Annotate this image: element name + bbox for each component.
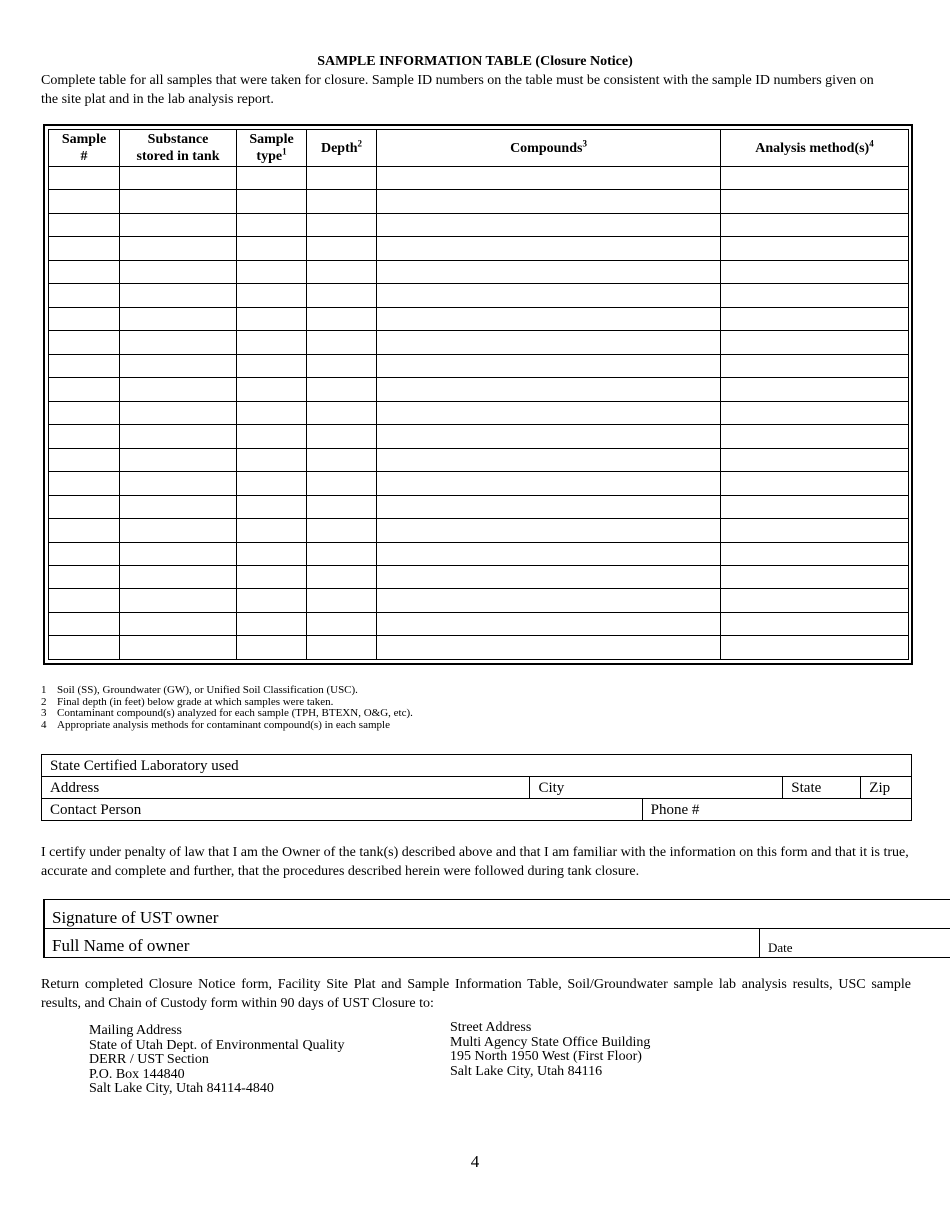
footnote-4: 4 Appropriate analysis methods for contaminant compound(s) in each sample <box>41 718 390 731</box>
table-cell[interactable] <box>721 612 909 635</box>
table-row <box>49 542 909 565</box>
table-cell[interactable] <box>120 260 237 283</box>
table-cell[interactable] <box>120 331 237 354</box>
table-cell[interactable] <box>237 542 307 565</box>
table-cell[interactable] <box>721 401 909 424</box>
laboratory-info-table <box>41 754 912 821</box>
footnote-3: 3 Contaminant compound(s) analyzed for each sample (TPH, BTEXN, O&G, etc). <box>41 707 413 719</box>
table-cell[interactable] <box>237 237 307 260</box>
table-cell[interactable] <box>307 190 377 213</box>
table-cell[interactable] <box>377 331 721 354</box>
table-cell[interactable] <box>49 401 120 424</box>
table-cell[interactable] <box>237 401 307 424</box>
table-cell[interactable] <box>377 260 721 283</box>
table-cell[interactable] <box>49 260 120 283</box>
table-cell[interactable] <box>377 284 721 307</box>
table-cell[interactable] <box>307 167 377 190</box>
table-row <box>49 167 909 190</box>
table-cell[interactable] <box>49 448 120 471</box>
table-cell[interactable] <box>49 213 120 236</box>
table-cell[interactable] <box>237 448 307 471</box>
table-cell[interactable] <box>49 307 120 330</box>
table-cell[interactable] <box>377 237 721 260</box>
table-cell[interactable] <box>49 237 120 260</box>
table-cell[interactable] <box>307 495 377 518</box>
table-row <box>49 307 909 330</box>
table-row <box>49 425 909 448</box>
signature-label: Signature of UST owner <box>52 908 219 927</box>
certification-statement: I certify under penalty of law that I am the Owner of the tank(s) described above and that I am familiar with the information on this form and that it is true, accurate and complete and further, that the procedures described herein were followed during tank closure. <box>41 845 909 879</box>
table-cell[interactable] <box>307 307 377 330</box>
table-cell[interactable] <box>120 448 237 471</box>
lab-zip-field[interactable]: Zip <box>861 777 912 799</box>
table-cell[interactable] <box>49 378 120 401</box>
table-cell[interactable] <box>237 589 307 612</box>
intro-text: Complete table for all samples that were taken for closure. Sample ID numbers on the table must be consistent with the sample ID numbers given on the site plat and in the lab analysis report. <box>41 73 874 107</box>
table-cell[interactable] <box>49 612 120 635</box>
table-row <box>49 260 909 283</box>
fullname-label: Full Name of owner <box>52 936 190 955</box>
table-cell[interactable] <box>721 565 909 588</box>
table-cell[interactable] <box>377 612 721 635</box>
table-cell[interactable] <box>377 307 721 330</box>
lab-phone-field[interactable]: Phone # <box>642 799 911 821</box>
lab-state-field[interactable]: State <box>783 777 861 799</box>
table-row <box>49 401 909 424</box>
table-cell[interactable] <box>237 213 307 236</box>
table-cell[interactable] <box>237 519 307 542</box>
table-cell[interactable] <box>377 495 721 518</box>
table-cell[interactable] <box>120 565 237 588</box>
table-cell[interactable] <box>49 589 120 612</box>
table-cell[interactable] <box>307 378 377 401</box>
table-cell[interactable] <box>49 495 120 518</box>
table-cell[interactable] <box>307 565 377 588</box>
table-cell[interactable] <box>237 167 307 190</box>
table-cell[interactable] <box>120 378 237 401</box>
column-header-substance: Substance stored in tank <box>120 130 237 167</box>
table-cell[interactable] <box>49 636 120 660</box>
table-row <box>49 448 909 471</box>
table-cell[interactable] <box>721 167 909 190</box>
column-header-sample-type: Sample type$^1$ <box>237 130 307 167</box>
table-cell[interactable] <box>377 401 721 424</box>
table-cell[interactable] <box>377 354 721 377</box>
table-cell[interactable] <box>307 331 377 354</box>
table-cell[interactable] <box>721 213 909 236</box>
table-row <box>49 472 909 495</box>
table-row <box>49 190 909 213</box>
table-cell[interactable] <box>49 284 120 307</box>
page-title: SAMPLE INFORMATION TABLE (Closure Notice) <box>317 54 633 69</box>
table-cell[interactable] <box>721 260 909 283</box>
table-cell[interactable] <box>307 425 377 448</box>
table-cell[interactable] <box>49 565 120 588</box>
table-cell[interactable] <box>721 495 909 518</box>
table-row <box>49 331 909 354</box>
table-cell[interactable] <box>237 284 307 307</box>
table-cell[interactable] <box>237 378 307 401</box>
table-cell[interactable] <box>721 448 909 471</box>
table-cell[interactable] <box>377 589 721 612</box>
table-cell[interactable] <box>120 425 237 448</box>
table-cell[interactable] <box>120 589 237 612</box>
return-instructions: Return completed Closure Notice form, Facility Site Plat and Sample Information Table, Soil/Groundwater sample lab analysis results, USC sample results, and Chain of Custody form within 90 days of UST Closure to: <box>41 977 911 1011</box>
signature-block <box>43 899 950 957</box>
table-cell[interactable] <box>49 542 120 565</box>
table-cell[interactable] <box>120 495 237 518</box>
table-cell[interactable] <box>377 636 721 660</box>
table-cell[interactable] <box>237 354 307 377</box>
table-row <box>49 495 909 518</box>
table-cell[interactable] <box>120 167 237 190</box>
lab-name-field[interactable]: State Certified Laboratory used <box>42 755 912 777</box>
table-row <box>49 565 909 588</box>
table-row <box>49 612 909 635</box>
lab-address-field[interactable]: Address <box>42 777 530 799</box>
table-cell[interactable] <box>377 167 721 190</box>
column-header-analysis-methods: Analysis $method(s)^4$ <box>721 130 909 167</box>
table-cell[interactable] <box>120 237 237 260</box>
table-cell[interactable] <box>49 354 120 377</box>
table-cell[interactable] <box>237 612 307 635</box>
table-cell[interactable] <box>307 519 377 542</box>
footnotes <box>41 685 413 731</box>
table-cell[interactable] <box>377 378 721 401</box>
table-cell[interactable] <box>377 565 721 588</box>
footnote-1: 1 Soil (SS), Groundwater (GW), or Unified Soil Classification (USC). <box>41 684 358 696</box>
lab-city-field[interactable]: City <box>530 777 783 799</box>
footnote-2: 2 Final depth (in feet) below grade at which samples were taken. <box>41 695 334 708</box>
table-cell[interactable] <box>49 519 120 542</box>
table-cell[interactable] <box>721 190 909 213</box>
table-cell[interactable] <box>120 190 237 213</box>
signature-row[interactable] <box>43 899 950 929</box>
table-header-row <box>49 130 909 167</box>
table-cell[interactable] <box>120 213 237 236</box>
table-row <box>49 378 909 401</box>
table-cell[interactable] <box>377 448 721 471</box>
table-cell[interactable] <box>237 565 307 588</box>
table-cell[interactable] <box>307 472 377 495</box>
table-cell[interactable] <box>237 260 307 283</box>
table-cell[interactable] <box>120 636 237 660</box>
table-row <box>49 636 909 660</box>
table-cell[interactable] <box>721 636 909 660</box>
table-cell[interactable] <box>49 190 120 213</box>
table-row <box>49 589 909 612</box>
table-cell[interactable] <box>120 354 237 377</box>
table-cell[interactable] <box>120 472 237 495</box>
table-cell[interactable] <box>377 519 721 542</box>
table-cell[interactable] <box>377 472 721 495</box>
table-cell[interactable] <box>377 425 721 448</box>
table-cell[interactable] <box>237 425 307 448</box>
table-cell[interactable] <box>120 401 237 424</box>
table-cell[interactable] <box>377 190 721 213</box>
table-cell[interactable] <box>377 542 721 565</box>
table-cell[interactable] <box>721 331 909 354</box>
column-header-depth: Depth$^2$ <box>307 130 377 167</box>
table-cell[interactable] <box>307 284 377 307</box>
mailing-address: Mailing Address State of Utah Dept. of Environmental Quality DERR / UST Section P.O. Box 144840 Salt Lake City, Utah 84114-4840 <box>89 1023 345 1096</box>
table-cell[interactable] <box>307 213 377 236</box>
table-cell[interactable] <box>307 448 377 471</box>
table-cell[interactable] <box>307 401 377 424</box>
table-row <box>49 213 909 236</box>
table-cell[interactable] <box>120 542 237 565</box>
table-row <box>49 237 909 260</box>
lab-contact-field[interactable]: Contact Person <box>42 799 643 821</box>
table-cell[interactable] <box>721 378 909 401</box>
column-header-compounds: Compounds$^3$ <box>377 130 721 167</box>
column-header-sample-number: Sample # <box>49 130 120 167</box>
table-row <box>49 519 909 542</box>
table-cell[interactable] <box>721 589 909 612</box>
table-cell[interactable] <box>721 519 909 542</box>
table-cell[interactable] <box>49 167 120 190</box>
table-cell[interactable] <box>307 542 377 565</box>
table-cell[interactable] <box>721 307 909 330</box>
table-cell[interactable] <box>307 612 377 635</box>
table-cell[interactable] <box>120 307 237 330</box>
table-cell[interactable] <box>307 237 377 260</box>
table-cell[interactable] <box>721 472 909 495</box>
table-cell[interactable] <box>49 472 120 495</box>
table-cell[interactable] <box>49 425 120 448</box>
table-cell[interactable] <box>120 284 237 307</box>
table-cell[interactable] <box>237 331 307 354</box>
table-cell[interactable] <box>307 636 377 660</box>
table-cell[interactable] <box>721 354 909 377</box>
fullname-row[interactable] <box>43 928 950 958</box>
table-row <box>49 354 909 377</box>
street-address: Street Address Multi Agency State Office Building 195 North 1950 West (First Floor) Salt Lake City, Utah 84116 <box>450 1020 651 1079</box>
table-cell[interactable] <box>721 237 909 260</box>
table-cell[interactable] <box>377 213 721 236</box>
table-cell[interactable] <box>237 307 307 330</box>
table-cell[interactable] <box>721 425 909 448</box>
sample-information-table <box>43 124 913 665</box>
table-cell[interactable] <box>237 472 307 495</box>
table-cell[interactable] <box>721 542 909 565</box>
table-cell[interactable] <box>307 354 377 377</box>
table-cell[interactable] <box>237 495 307 518</box>
table-cell[interactable] <box>49 331 120 354</box>
date-label: Date <box>768 940 793 955</box>
table-cell[interactable] <box>237 636 307 660</box>
table-cell[interactable] <box>721 284 909 307</box>
table-cell[interactable] <box>120 519 237 542</box>
table-row <box>49 284 909 307</box>
table-cell[interactable] <box>237 190 307 213</box>
table-cell[interactable] <box>307 589 377 612</box>
table-cell[interactable] <box>120 612 237 635</box>
page-number: 4 <box>470 1152 480 1171</box>
table-cell[interactable] <box>307 260 377 283</box>
